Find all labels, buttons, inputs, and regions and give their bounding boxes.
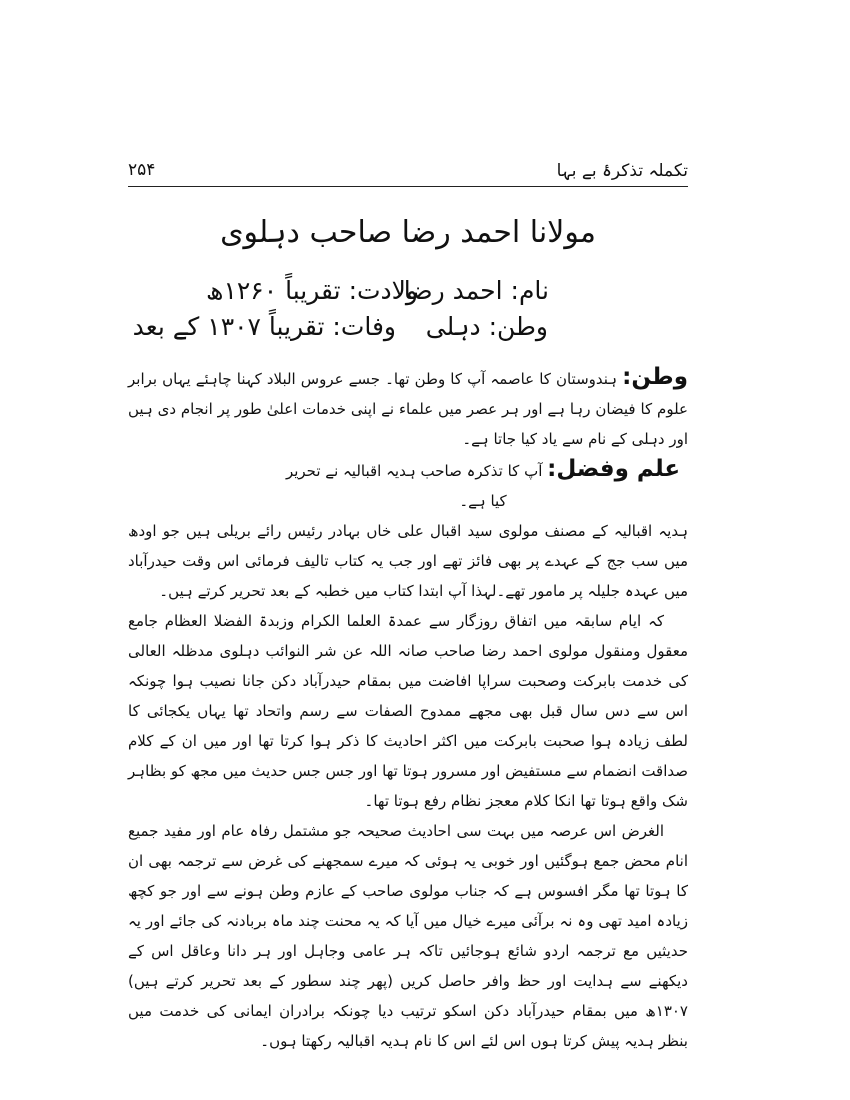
body-text [128,362,688,1056]
chapter-title: مولانا احمد رضا صاحب دہلوی [220,215,596,250]
death-field: وفات: تقریباً ۱۳۰۷ کے بعد [132,312,396,341]
running-header [128,160,688,182]
header-rule [128,186,688,187]
paragraph-quote: کہ ایام سابقہ میں اتفاق روزگار سے عمدۃ العلما الکرام وزبدۃ الفضلا العظام جامع معقول ومنقول مولوی احمد رضا صاحب صانہ اللہ عن شر النوائب دہلوی مدظلہ العالی کی خدمت بابرکت وصحبت سراپا افاضت میں بمقام حیدرآباد دکن جانا نصیب ہوا چونکہ اس سے دس سال قبل بھی مجھے ممدوح الصفات سے رسم واتحاد تھا یہاں یکجائی کا لطف زیادہ ہوا صحبت بابرکت میں اکثر احادیث کا ذکر ہوا کرتا تھا اور میں ان کے کلام صداقت انضمام سے مستفیض اور مسرور ہوتا تھا اور جس جس حدیث میں مجھ کو بظاہر شک واقع ہوتا تھا انکا کلام معجز نظام رفع ہوتا تھا۔ [128,612,688,810]
homeland-heading: وطن: [622,364,688,390]
name-field: نام: احمد رضا [403,276,549,305]
paragraph-knowledge [128,454,688,516]
knowledge-heading: علم وفضل: [547,456,681,482]
knowledge-text: آپ کا تذکرہ صاحب ہدیہ اقبالیہ نے تحریر کیا ہے۔ [285,462,548,510]
birth-field: ولادت: تقریباً ۱۲۶۰ھ [205,276,418,305]
paragraph-conclusion: الغرض اس عرصہ میں بہت سی احادیث صحیحہ جو مشتمل رفاہ عام اور مفید جمیع انام محض جمع ہوگئیں اور خوبی یہ ہوئی کہ میرے سمجھنے کی غرض سے ترجمہ بھی ان کا ہوتا تھا مگر افسوس ہے کہ جناب مولوی صاحب کے عازم وطن ہونے سے اور جو کچھ زیادہ امید تھی وہ نہ برآئی میرے خیال میں آیا کہ یہ محنت چند ماہ بربادنہ کی جائے اور یہ حدیثیں مع ترجمہ اردو شائع ہوجائیں تاکہ ہر عامی وجاہل اور ہر دانا وعاقل اس کے دیکھنے سے ہدایت اور حظ وافر حاصل کریں (پھر چند سطور کے بعد تحریر کرتے ہیں) ۱۳۰۷ھ میں بمقام حیدرآباد دکن اسکو ترتیب دیا چونکہ برادران ایمانی کی خدمت میں بنظر ہدیہ پیش کرتا ہوں اس لئے اس کا نام ہدیہ اقبالیہ رکھتا ہوں۔ [128,822,688,1050]
info-row-2 [128,312,688,358]
homeland-text: ہندوستان کا عاصمہ آپ کا وطن تھا۔ جسے عروس البلاد کہنا چاہئے یہاں برابر علوم کا فیضان رہا ہے اور ہر عصر میں علماء نے اپنی خدمات اعلیٰ طور پر انجام دی ہیں اور دہلی کے نام سے یاد کیا جاتا ہے۔ [128,370,688,448]
book-title: تکملہ تذکرۂ بے بہا [556,161,688,181]
page-number: ۲۵۴ [128,160,156,180]
paragraph-homeland [128,362,688,454]
paragraph-author: ہدیہ اقبالیہ کے مصنف مولوی سید اقبال علی خاں بہادر رئیس رائے بریلی ہیں جو اودھ میں سب جج کے عہدے پر بھی فائز تھے اور جب یہ کتاب تالیف فرمائی اس وقت حیدرآباد میں عہدہ جلیلہ پر مامور تھے۔لہذا آپ ابتدا کتاب میں خطبہ کے بعد تحریر کرتے ہیں۔ [128,522,688,600]
homeland-field: وطن: دہلی [425,312,548,341]
